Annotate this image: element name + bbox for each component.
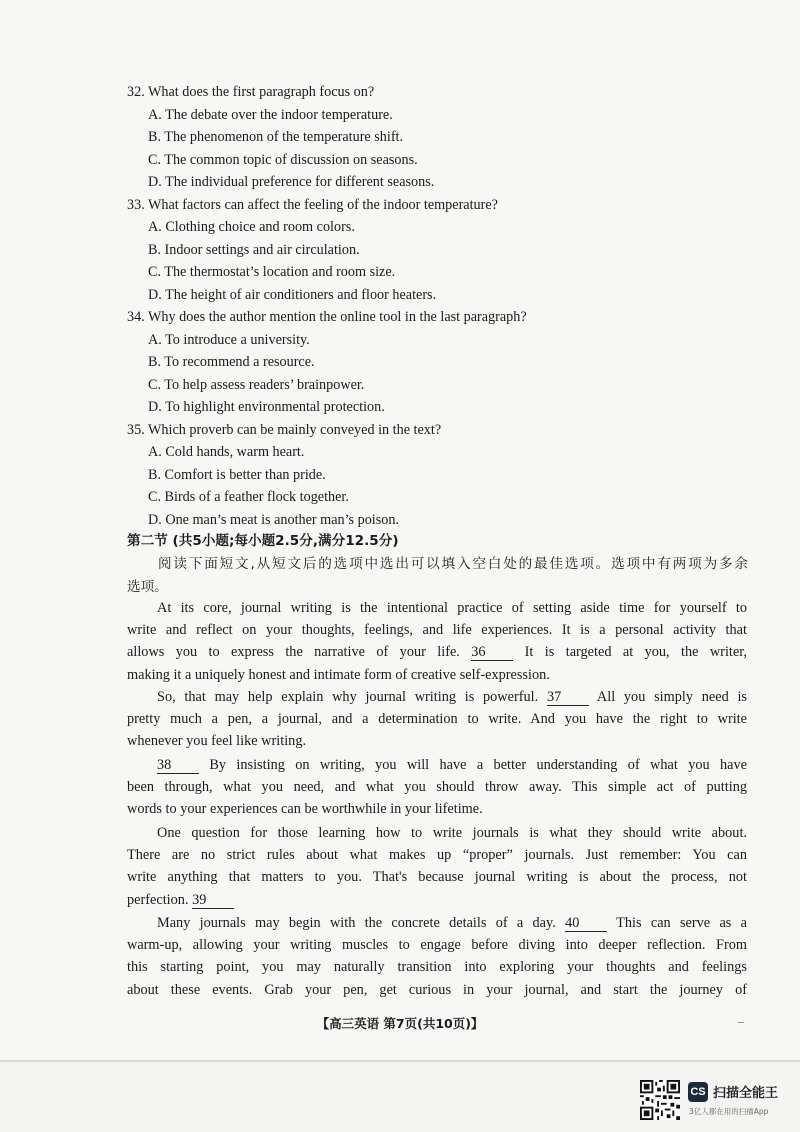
section-instruction-cont: 选项。 [127,579,168,595]
passage-line: pretty much a pen, a journal, and a determination to write. And you have the right to write [127,711,747,728]
passage-line: One question for those learning how to write journals is what they should write about. [157,825,747,841]
passage-line: write anything that matters to you. That's because journal writing is about the process, not [127,869,747,886]
option: B. The phenomenon of the temperature shift. [148,129,404,145]
option: A. Clothing choice and room colors. [148,219,355,235]
passage-text: It is targeted at you, the writer, [524,644,747,661]
qr-code-icon [640,1080,680,1120]
passage-text: perfection. [127,891,189,908]
passage-line: whenever you feel like writing. [127,733,307,750]
section-heading: 第二节 (共5小题;每小题2.5分,满分12.5分) [127,533,399,549]
passage-paragraph-4 [127,822,747,911]
scanner-tagline: 3亿人都在用的扫描App [689,1107,769,1116]
option: C. The thermostat’s location and room size. [148,264,396,280]
option: D. One man’s meat is another man’s poison. [148,512,399,528]
question-stem: 32. What does the first paragraph focus on? [127,84,375,100]
passage-paragraph-3 [127,754,747,821]
passage-line: this starting point, you may naturally transition into exploring your thoughts and feelings [127,959,747,976]
scanner-app-name: 扫描全能王 [713,1086,779,1101]
camscanner-logo-icon: CS [688,1082,708,1102]
option: A. The debate over the indoor temperature. [148,107,393,123]
passage-text: So, that may help explain why journal writing is powerful. [157,689,539,705]
passage-line: about these events. Grab your pen, get curious in your journal, and start the journey of [127,981,747,998]
blank-38[interactable]: 38 [157,757,199,774]
passage-text: All you simply need is [596,689,747,705]
passage-paragraph-2 [127,686,747,753]
passage-line [127,641,747,663]
blank-36[interactable]: 36 [471,644,513,661]
passage-text: This can serve as a [616,915,747,931]
question-stem: 35. Which proverb can be mainly conveyed in the text? [127,422,442,438]
passage-line: There are no strict rules about what makes up “proper” journals. Just remember: You can [127,847,747,864]
passage-line [127,889,747,911]
blank-39[interactable]: 39 [192,892,234,909]
option: A. Cold hands, warm heart. [148,444,305,460]
passage-paragraph-1 [127,597,747,686]
option: C. Birds of a feather flock together. [148,489,349,505]
passage-line: making it a uniquely honest and intimate form of creative self-expression. [127,666,550,683]
passage-line: warm-up, allowing your writing muscles to engage before diving into deeper reflection. From [127,937,747,954]
passage-paragraph-5 [127,912,747,1001]
option: A. To introduce a university. [148,332,310,348]
passage-line: been through, what you need, and what you should throw away. This simple act of putting [127,779,747,796]
option: B. Indoor settings and air circulation. [148,242,360,258]
passage-line [127,754,747,776]
blank-37[interactable]: 37 [547,689,589,706]
blank-40[interactable]: 40 [565,915,607,932]
option: D. The individual preference for different seasons. [148,174,435,190]
option: B. Comfort is better than pride. [148,467,326,483]
passage-line [127,686,747,708]
page-edge [0,1060,800,1062]
option: C. To help assess readers’ brainpower. [148,377,365,393]
question-stem: 34. Why does the author mention the online tool in the last paragraph? [127,309,527,325]
passage-text: allows you to express the narrative of your life. [127,644,460,661]
passage-line: At its core, journal writing is the intentional practice of setting aside time for yourself to [157,600,747,616]
passage-line: write and reflect on your thoughts, feelings, and life experiences. It is a personal activity that [127,622,747,639]
passage-text: By insisting on writing, you will have a better understanding of what you have [209,757,747,773]
option: B. To recommend a resource. [148,354,315,370]
passage-line: words to your experiences can be worthwhile in your lifetime. [127,801,483,818]
option: D. The height of air conditioners and floor heaters. [148,287,437,303]
section-instruction: 阅读下面短文,从短文后的选项中选出可以填入空白处的最佳选项。选项中有两项为多余 [158,556,748,572]
option: C. The common topic of discussion on seasons. [148,152,418,168]
option: D. To highlight environmental protection. [148,399,385,415]
question-stem: 33. What factors can affect the feeling of the indoor temperature? [127,197,498,213]
passage-line [127,912,747,934]
footer-mark: – [738,1014,744,1028]
passage-text: Many journals may begin with the concrete details of a day. [157,915,556,931]
page-footer: 【高三英语 第7页(共10页)】 [316,1016,484,1031]
